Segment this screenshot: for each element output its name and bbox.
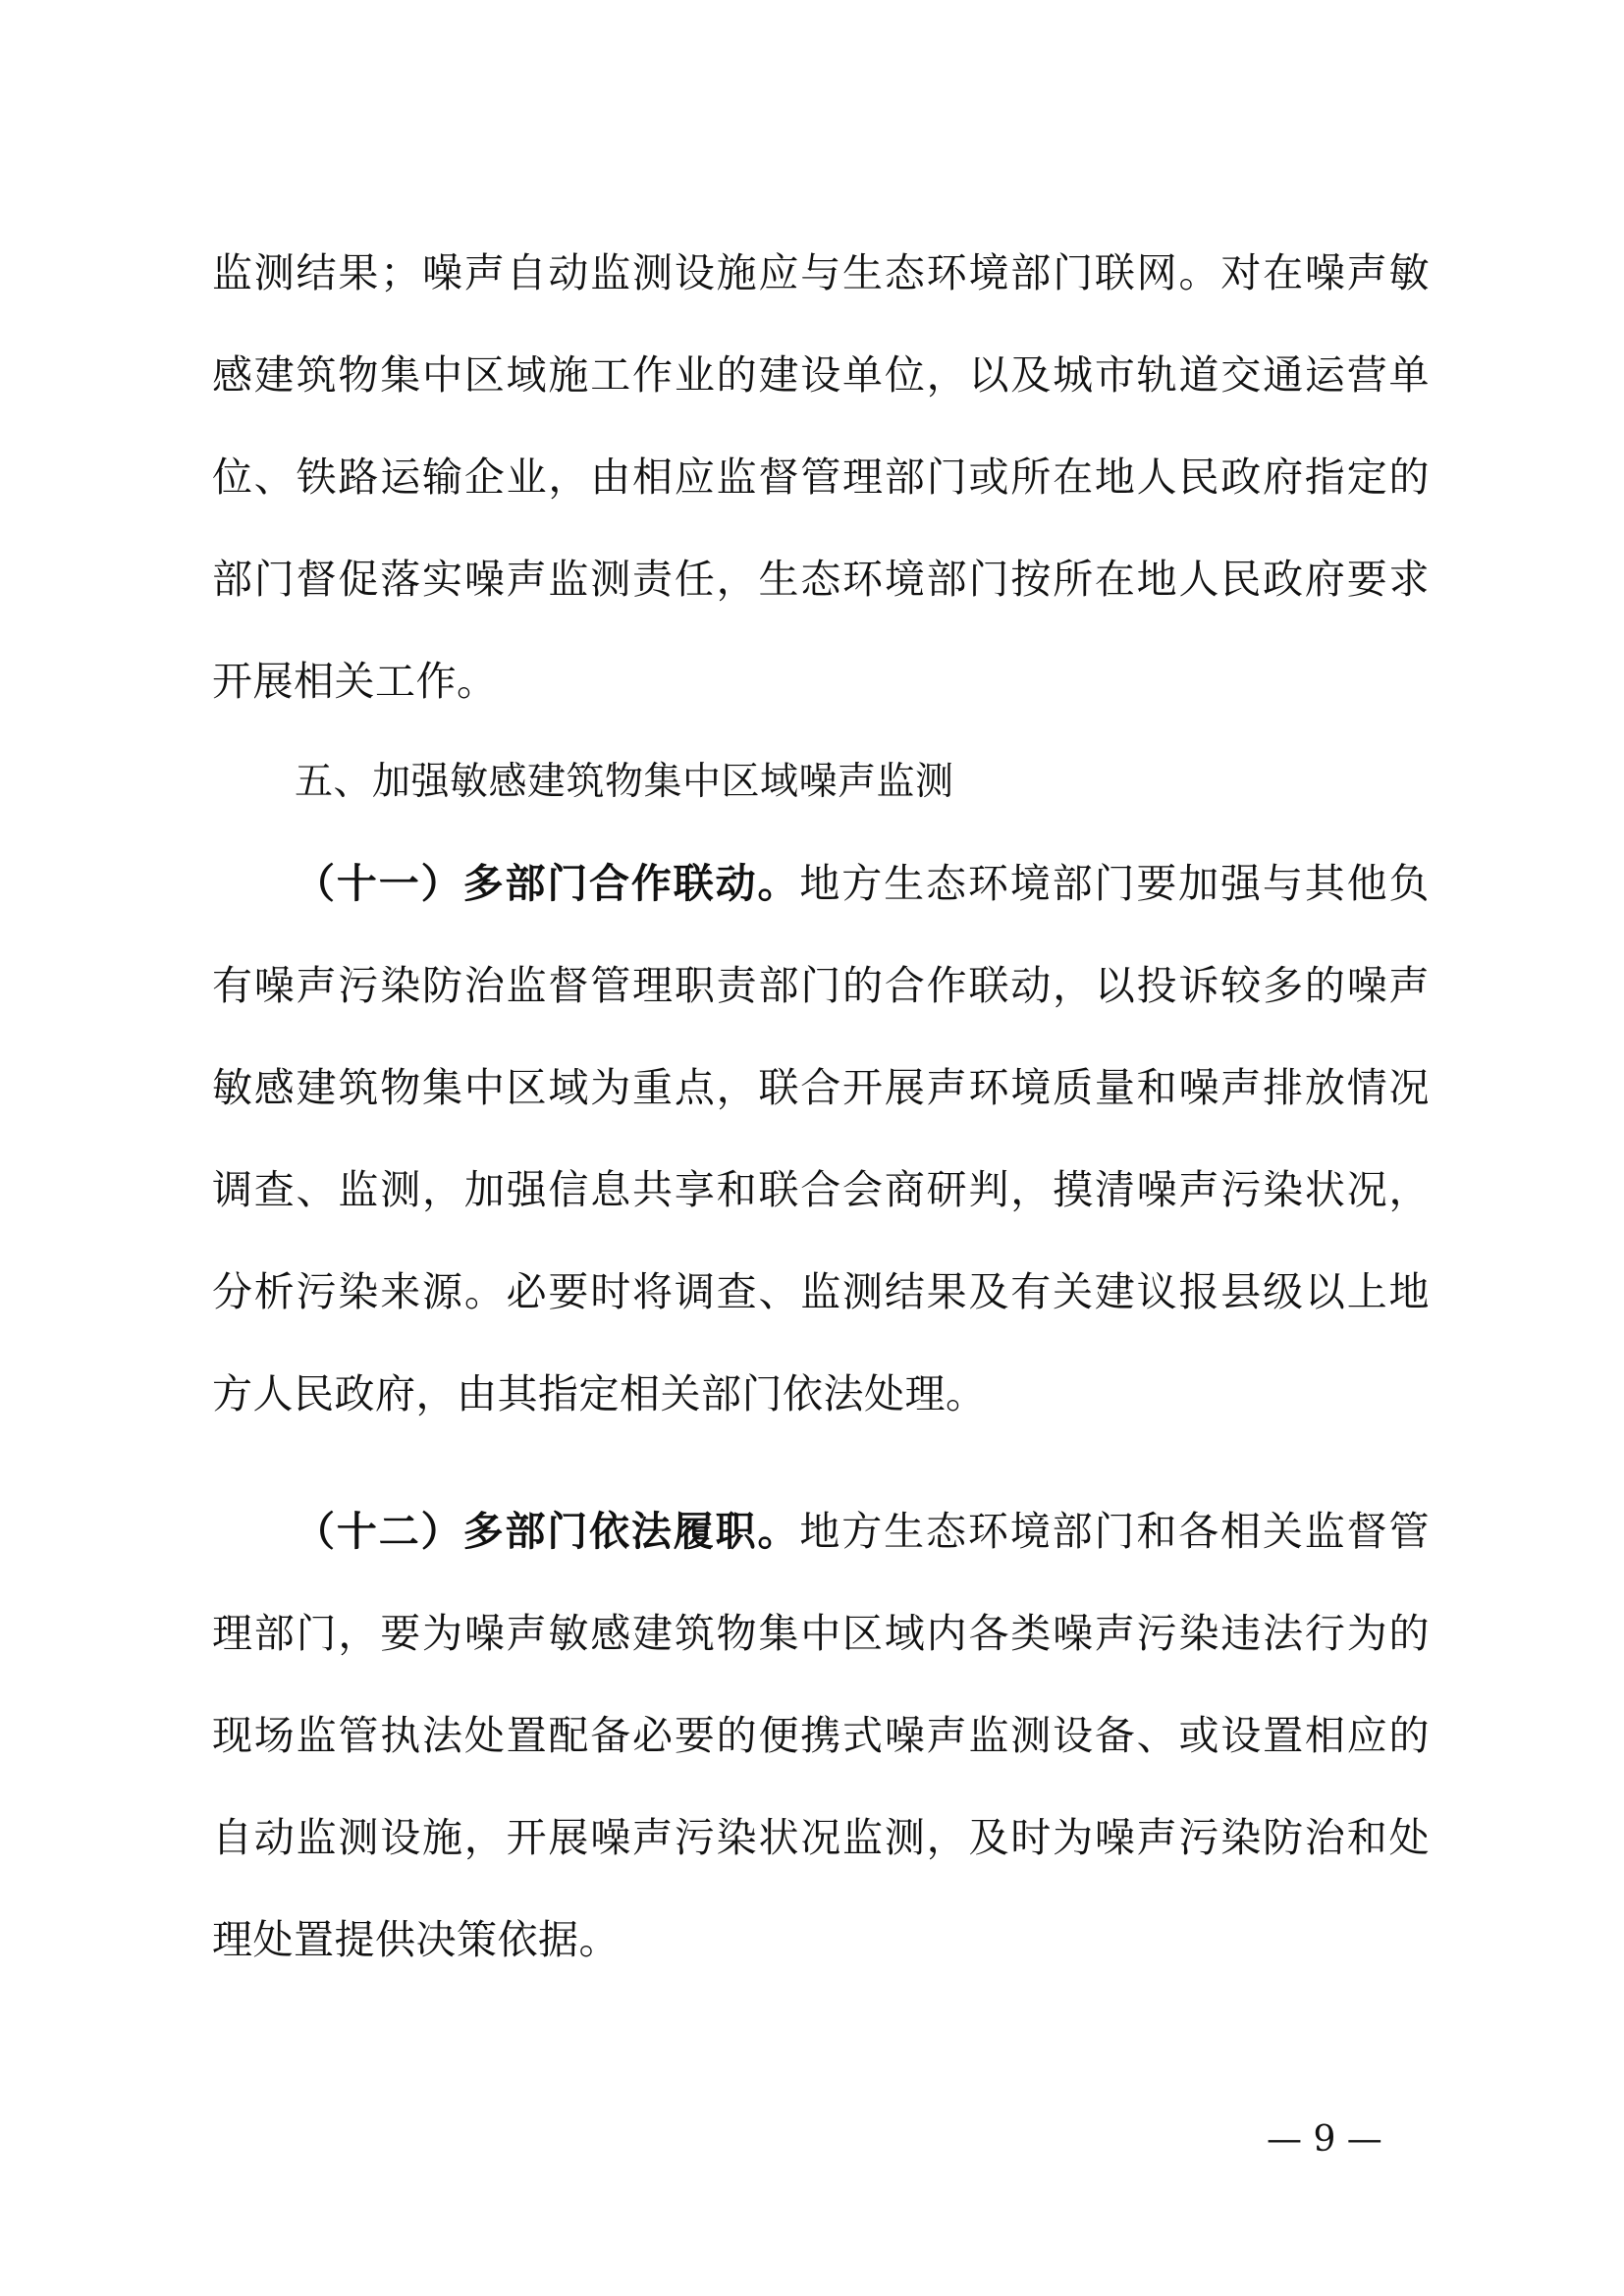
body-text-line: 理处置提供决策依据。 bbox=[212, 1916, 620, 1963]
body-text-line: 监测结果；噪声自动监测设施应与生态环境部门联网。对在噪声敏 bbox=[212, 249, 1430, 296]
body-text-line: 自动监测设施，开展噪声污染状况监测，及时为噪声污染防治和处 bbox=[212, 1814, 1430, 1861]
body-text-line: 有噪声污染防治监督管理职责部门的合作联动，以投诉较多的噪声 bbox=[212, 962, 1430, 1009]
body-text-line: 理部门，要为噪声敏感建筑物集中区域内各类噪声污染违法行为的 bbox=[212, 1610, 1430, 1657]
page-number: — 9 — bbox=[1267, 2119, 1382, 2160]
item-11-first-line-text: 地方生态环境部门要加强与其他负 bbox=[799, 860, 1431, 907]
body-text-line: 开展相关工作。 bbox=[212, 658, 498, 705]
body-text-line: 感建筑物集中区域施工作业的建设单位，以及城市轨道交通运营单 bbox=[212, 351, 1430, 399]
body-text-line: 现场监管执法处置配备必要的便携式噪声监测设备、或设置相应的 bbox=[212, 1712, 1430, 1759]
item-12-title: （十二）多部门依法履职。 bbox=[295, 1508, 800, 1555]
item-12-first-line-text: 地方生态环境部门和各相关监督管 bbox=[799, 1508, 1431, 1555]
item-11-first-line bbox=[295, 854, 1430, 913]
body-text-line: 调查、监测，加强信息共享和联合会商研判，摸清噪声污染状况， bbox=[212, 1166, 1430, 1213]
item-12-first-line bbox=[295, 1502, 1430, 1561]
section-heading: 五、加强敏感建筑物集中区域噪声监测 bbox=[295, 760, 954, 804]
item-11-title: （十一）多部门合作联动。 bbox=[295, 860, 800, 907]
body-text-line: 方人民政府，由其指定相关部门依法处理。 bbox=[212, 1370, 987, 1417]
body-text-line: 部门督促落实噪声监测责任，生态环境部门按所在地人民政府要求 bbox=[212, 556, 1430, 603]
body-text-line: 敏感建筑物集中区域为重点，联合开展声环境质量和噪声排放情况 bbox=[212, 1064, 1430, 1111]
body-text-line: 分析污染来源。必要时将调查、监测结果及有关建议报县级以上地 bbox=[212, 1268, 1430, 1315]
body-text-line: 位、铁路运输企业，由相应监督管理部门或所在地人民政府指定的 bbox=[212, 454, 1430, 501]
